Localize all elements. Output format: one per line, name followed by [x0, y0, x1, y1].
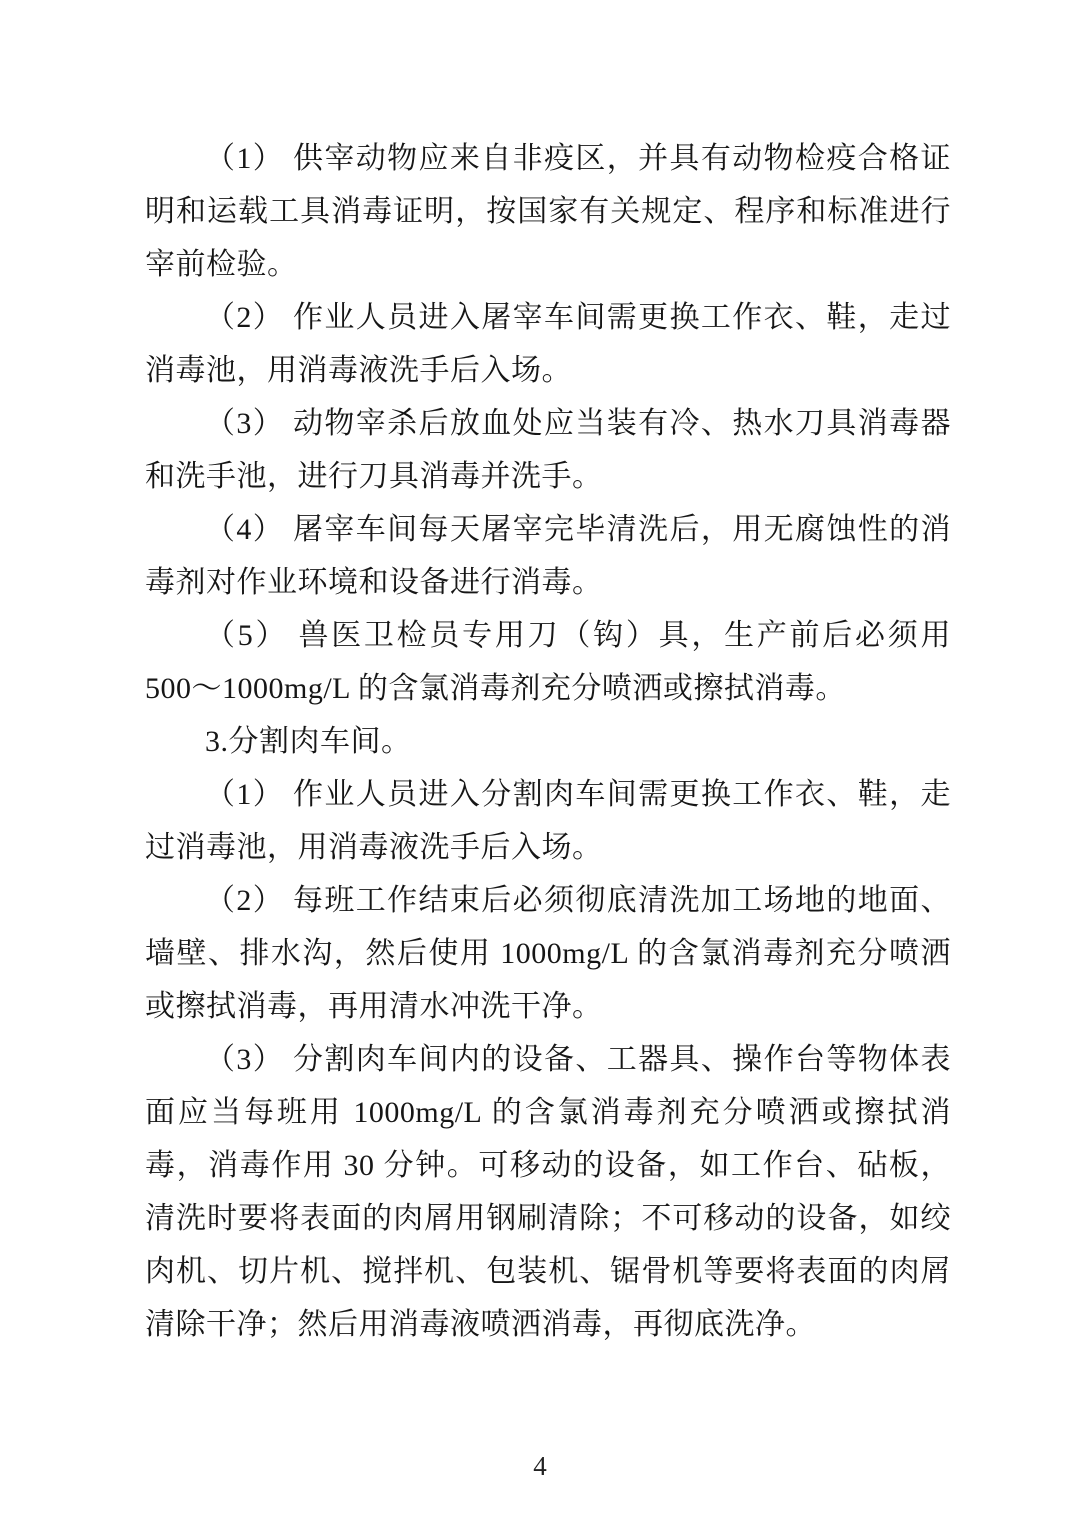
page-body	[145, 132, 951, 1351]
page-number: 4	[533, 1451, 547, 1481]
paragraph-cutting-item-3: （3） 分割肉车间内的设备、工器具、操作台等物体表面应当每班用 1000mg/L 的含氯消毒剂充分喷洒或擦拭消毒，消毒作用 30 分钟。可移动的设备，如工作台、砧板，清洗时要将表面的肉屑用钢刷清除；不可移动的设备，如绞肉机、切片机、搅拌机、包装机、锯骨机等要将表面的肉屑清除干净；然后用消毒液喷洒消毒，再彻底洗净。	[145, 1043, 951, 1341]
paragraph-slaughter-item-3: （3） 动物宰杀后放血处应当装有冷、热水刀具消毒器和洗手池，进行刀具消毒并洗手。	[145, 407, 951, 493]
paragraph-slaughter-item-4: （4） 屠宰车间每天屠宰完毕清洗后，用无腐蚀性的消毒剂对作业环境和设备进行消毒。	[145, 513, 951, 599]
paragraph-cutting-item-1: （1） 作业人员进入分割肉车间需更换工作衣、鞋，走过消毒池，用消毒液洗手后入场。	[145, 778, 951, 864]
page-footer	[0, 1448, 1080, 1484]
paragraph-slaughter-item-5: （5） 兽医卫检员专用刀（钩）具，生产前后必须用 500～1000mg/L 的含氯消毒剂充分喷洒或擦拭消毒。	[145, 619, 951, 705]
paragraph-cutting-item-2: （2） 每班工作结束后必须彻底清洗加工场地的地面、墙壁、排水沟，然后使用 1000mg/L 的含氯消毒剂充分喷洒或擦拭消毒，再用清水冲洗干净。	[145, 884, 951, 1023]
section-heading-cutting-workshop: 3.分割肉车间。	[205, 725, 412, 758]
paragraph-slaughter-item-2: （2） 作业人员进入屠宰车间需更换工作衣、鞋，走过消毒池，用消毒液洗手后入场。	[145, 301, 951, 387]
paragraph-slaughter-item-1: （1） 供宰动物应来自非疫区，并具有动物检疫合格证明和运载工具消毒证明，按国家有关规定、程序和标准进行宰前检验。	[145, 142, 951, 281]
